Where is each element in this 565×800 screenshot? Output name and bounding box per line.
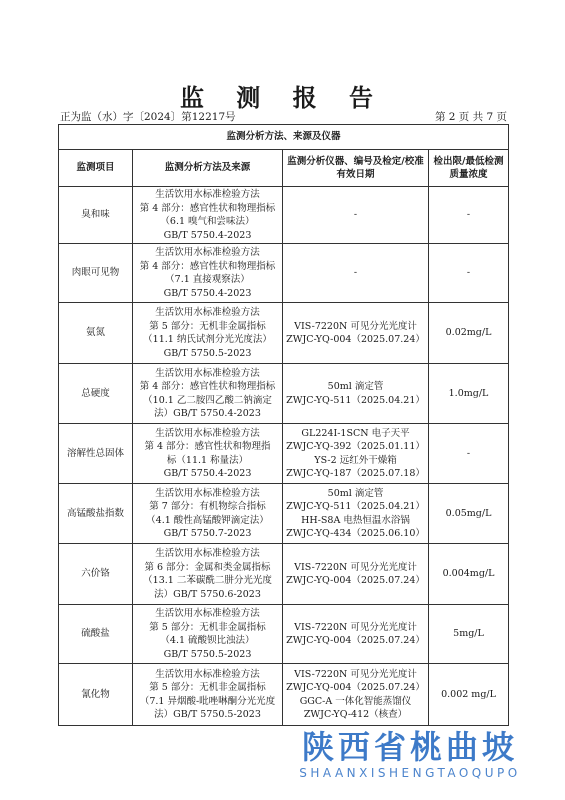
method-line: 第 5 部分：无机非金属指标: [149, 621, 266, 633]
method-line: 第 5 部分：无机非金属指标: [149, 320, 266, 332]
table-row: [59, 424, 509, 484]
method-line: 生活饮用水标准检验方法: [155, 189, 260, 200]
instrument-line: ZWJC-YQ-004（2025.07.24）: [286, 575, 425, 586]
method-line: （13.1 二苯碳酰二肼分光光度: [143, 575, 272, 586]
instrument-line: 50ml 滴定管: [327, 487, 384, 499]
method-line: 生活饮用水标准检验方法: [155, 247, 260, 258]
method-line: 第 5 部分：无机非金属指标: [149, 682, 266, 693]
method-line: （11.1 纳氏试剂分光光度法）: [143, 334, 272, 345]
method-line: GB/T 5750.7-2023: [163, 528, 252, 539]
instrument-line: ZWJC-YQ-412（核查）: [303, 709, 408, 720]
method-cell: [133, 187, 283, 244]
method-line: （10.1 乙二胺四乙酸二钠滴定: [143, 394, 272, 406]
detection-limit: 0.05mg/L: [429, 484, 509, 544]
monitoring-item: 氰化物: [59, 664, 133, 726]
table-row: [59, 187, 509, 244]
method-line: （4.1 硫酸钡比浊法）: [160, 635, 255, 646]
instrument-cell: [283, 664, 429, 726]
method-line: 生活饮用水标准检验方法: [155, 548, 260, 559]
monitoring-item: 高锰酸盐指数: [59, 484, 133, 544]
instrument-cell: [283, 544, 429, 605]
method-line: 法）GB/T 5750.5-2023: [154, 709, 261, 720]
method-line: 生活饮用水标准检验方法: [155, 307, 260, 318]
instrument-line: -: [353, 209, 358, 221]
instrument-line: ZWJC-YQ-511（2025.04.21）: [286, 394, 425, 406]
table-row: [59, 244, 509, 303]
method-line: 标（11.1 称量法）: [166, 454, 249, 466]
instrument-line: GL224I-1SCN 电子天平: [301, 427, 410, 439]
table-body: [59, 187, 509, 726]
instrument-cell: [283, 484, 429, 544]
instrument-cell: [283, 364, 429, 424]
monitoring-item: 肉眼可见物: [59, 244, 133, 303]
instrument-line: -: [353, 267, 358, 279]
detection-limit: 5mg/L: [429, 605, 509, 664]
instrument-line: ZWJC-YQ-434（2025.06.10）: [286, 528, 425, 539]
report-title: 监 测 报 告: [179, 83, 386, 112]
method-line: 生活饮用水标准检验方法: [155, 608, 260, 619]
method-line: 第 4 部分：感官性状和物理指标: [139, 381, 276, 392]
monitoring-item: 溶解性总固体: [59, 424, 133, 484]
instrument-line: VIS-7220N 可见分光光度计: [294, 621, 417, 633]
methods-table: [58, 124, 509, 726]
method-cell: [133, 605, 283, 664]
method-line: GB/T 5750.5-2023: [163, 648, 252, 660]
table-row: [59, 544, 509, 605]
instrument-line: ZWJC-YQ-004（2025.07.24）: [286, 682, 425, 693]
watermark-english: SHAANXISHENGTAOQUPO: [299, 766, 521, 780]
column-header-limit: 检出限/最低检测质量浓度: [429, 150, 509, 187]
table-row: [59, 484, 509, 544]
document-number: 正为监（水）字〔2024〕第12217号: [60, 111, 236, 123]
instrument-cell: [283, 605, 429, 664]
method-line: （6.1 嗅气和尝味法）: [160, 216, 255, 227]
method-line: 第 6 部分：金属和类金属指标: [144, 561, 271, 573]
column-header-method: 监测分析方法及来源: [133, 150, 283, 187]
watermark: [275, 722, 545, 780]
method-line: GB/T 5750.5-2023: [163, 347, 252, 359]
table-row: [59, 364, 509, 424]
method-line: （7.1 直接观察法）: [165, 274, 250, 285]
method-line: （7.1 异烟酸-吡唑啉酮分光光度: [139, 695, 276, 707]
method-line: 第 4 部分：感官性状和物理指标: [139, 202, 276, 214]
method-line: （4.1 酸性高锰酸钾滴定法）: [146, 514, 269, 526]
table-row: [59, 664, 509, 726]
method-cell: [133, 484, 283, 544]
instrument-cell: [283, 424, 429, 484]
method-line: GB/T 5750.4-2023: [163, 229, 252, 241]
method-cell: [133, 303, 283, 364]
column-header-item: 监测项目: [59, 150, 133, 187]
page-info: 第 2 页 共 7 页: [434, 111, 507, 123]
instrument-cell: [283, 244, 429, 303]
instrument-line: 50ml 滴定管: [327, 381, 384, 392]
detection-limit: -: [429, 424, 509, 484]
method-line: 生活饮用水标准检验方法: [155, 427, 260, 439]
instrument-line: ZWJC-YQ-004（2025.07.24）: [286, 334, 425, 345]
instrument-line: VIS-7220N 可见分光光度计: [294, 668, 417, 680]
instrument-line: ZWJC-YQ-392（2025.01.11）: [286, 441, 425, 452]
instrument-line: ZWJC-YQ-004（2025.07.24）: [286, 635, 425, 646]
section-title: 监测分析方法、来源及仪器: [59, 125, 509, 150]
instrument-line: VIS-7220N 可见分光光度计: [294, 561, 417, 573]
method-line: 法）GB/T 5750.4-2023: [154, 408, 261, 419]
method-line: 生活饮用水标准检验方法: [155, 487, 260, 499]
instrument-line: ZWJC-YQ-187（2025.07.18）: [286, 468, 425, 479]
monitoring-item: 六价铬: [59, 544, 133, 605]
method-cell: [133, 664, 283, 726]
watermark-chinese: 陕西省桃曲坡: [301, 728, 518, 766]
detection-limit: -: [429, 187, 509, 244]
table-row: [59, 605, 509, 664]
method-line: 生活饮用水标准检验方法: [155, 367, 260, 379]
instrument-cell: [283, 187, 429, 244]
monitoring-item: 臭和味: [59, 187, 133, 244]
monitoring-item: 氨氮: [59, 303, 133, 364]
table-row: [59, 303, 509, 364]
detection-limit: 0.002 mg/L: [429, 664, 509, 726]
method-cell: [133, 424, 283, 484]
monitoring-item: 硫酸盐: [59, 605, 133, 664]
method-line: 第 4 部分：感官性状和物理指标: [139, 260, 276, 272]
detection-limit: 1.0mg/L: [429, 364, 509, 424]
instrument-line: GGC-A 一体化智能蒸馏仪: [299, 695, 412, 707]
method-cell: [133, 544, 283, 605]
instrument-line: ZWJC-YQ-511（2025.04.21）: [286, 501, 425, 512]
method-line: GB/T 5750.4-2023: [163, 287, 252, 299]
detection-limit: -: [429, 244, 509, 303]
monitoring-item: 总硬度: [59, 364, 133, 424]
column-header-instrument: 监测分析仪器、编号及检定/校准有效日期: [283, 150, 429, 187]
detection-limit: 0.02mg/L: [429, 303, 509, 364]
instrument-line: HH-S8A 电热恒温水浴锅: [301, 514, 410, 526]
method-line: 第 4 部分：感官性状和物理指: [144, 441, 271, 452]
detection-limit: 0.004mg/L: [429, 544, 509, 605]
instrument-line: VIS-7220N 可见分光光度计: [294, 320, 417, 332]
method-line: 生活饮用水标准检验方法: [155, 668, 260, 680]
method-cell: [133, 244, 283, 303]
instrument-cell: [283, 303, 429, 364]
instrument-line: YS-2 远红外干燥箱: [314, 454, 397, 466]
method-line: GB/T 5750.4-2023: [163, 468, 252, 479]
method-line: 法）GB/T 5750.6-2023: [154, 588, 261, 600]
method-line: 第 7 部分：有机物综合指标: [149, 501, 266, 512]
method-cell: [133, 364, 283, 424]
